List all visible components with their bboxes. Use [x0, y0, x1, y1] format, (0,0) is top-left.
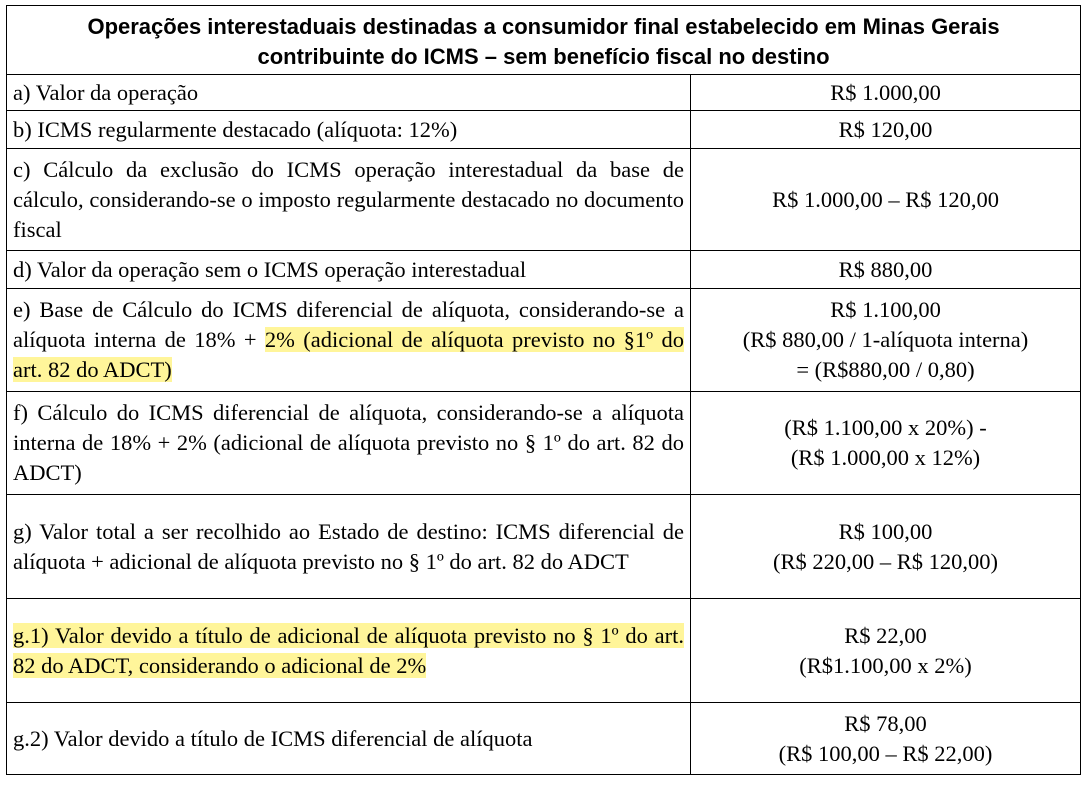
row-g1-value	[691, 599, 1081, 703]
row-g-value-line-2: (R$ 220,00 – R$ 120,00)	[773, 548, 998, 574]
row-e-value-line-1: R$ 1.100,00	[830, 297, 941, 322]
icms-table-container	[6, 5, 1081, 775]
table-title	[7, 6, 1081, 75]
table-title-line-2: contribuinte do ICMS – sem benefício fiscal no destino	[257, 44, 830, 69]
row-e-label	[7, 289, 691, 392]
table-row-g2	[7, 703, 1081, 775]
table-row-d	[7, 251, 1081, 289]
icms-calculation-table	[6, 5, 1081, 775]
table-row-c	[7, 149, 1081, 251]
row-g1-value-line-1: R$ 22,00	[844, 622, 927, 648]
row-a-label: a) Valor da operação	[7, 75, 691, 111]
row-f-value-line-1: (R$ 1.100,00 x 20%) -	[784, 415, 987, 440]
table-row-f	[7, 392, 1081, 495]
row-g2-label: g.2) Valor devido a título de ICMS diferencial de alíquota	[7, 703, 691, 775]
table-row-a	[7, 75, 1081, 111]
row-e-value-line-3: = (R$880,00 / 0,80)	[796, 357, 975, 382]
row-f-value-line-2: (R$ 1.000,00 x 12%)	[790, 445, 981, 470]
row-b-label: b) ICMS regularmente destacado (alíquota: 12%)	[7, 111, 691, 149]
row-e-value	[691, 289, 1081, 392]
table-row-e	[7, 289, 1081, 392]
row-b-value: R$ 120,00	[691, 111, 1081, 149]
row-g2-value	[691, 703, 1081, 775]
table-row-g	[7, 495, 1081, 599]
row-g1-label-highlight: g.1) Valor devido a título de adicional de alíquota previsto no § 1º do art. 82 do ADCT, considerando o adicional de 2%	[13, 622, 684, 678]
table-row-b	[7, 111, 1081, 149]
row-a-value: R$ 1.000,00	[691, 75, 1081, 111]
row-d-value: R$ 880,00	[691, 251, 1081, 289]
row-e-value-line-2: (R$ 880,00 / 1-alíquota interna)	[742, 327, 1029, 352]
row-f-label: f) Cálculo do ICMS diferencial de alíquota, considerando-se a alíquota interna de 18% + 2% (adicional de alíquota previsto no § 1º do art. 82 do ADCT)	[7, 392, 691, 495]
row-c-value: R$ 1.000,00 – R$ 120,00	[691, 149, 1081, 251]
row-g1-label	[7, 599, 691, 703]
table-title-line-1: Operações interestaduais destinadas a consumidor final estabelecido em Minas Gerais	[87, 14, 1000, 39]
table-title-row	[7, 6, 1081, 75]
row-c-label: c) Cálculo da exclusão do ICMS operação interestadual da base de cálculo, considerando-se o imposto regularmente destacado no documento fiscal	[7, 149, 691, 251]
row-g2-value-line-2: (R$ 100,00 – R$ 22,00)	[778, 740, 993, 766]
row-d-label: d) Valor da operação sem o ICMS operação interestadual	[7, 251, 691, 289]
row-g-label: g) Valor total a ser recolhido ao Estado de destino: ICMS diferencial de alíquota + adicional de alíquota previsto no § 1º do art. 82 do ADCT	[7, 495, 691, 599]
row-g1-value-line-2: (R$1.100,00 x 2%)	[799, 652, 972, 678]
row-e-label-text: e) Base de Cálculo do ICMS diferencial de alíquota, considerando-se a alíquota interna de 18% +	[13, 297, 684, 352]
row-g-value	[691, 495, 1081, 599]
row-g-value-line-1: R$ 100,00	[838, 518, 933, 544]
table-row-g1	[7, 599, 1081, 703]
row-g2-value-line-1: R$ 78,00	[844, 710, 927, 736]
row-e-label-highlight: 2% (adicional de alíquota previsto no §1º do art. 82 do ADCT)	[13, 327, 684, 382]
row-f-value	[691, 392, 1081, 495]
